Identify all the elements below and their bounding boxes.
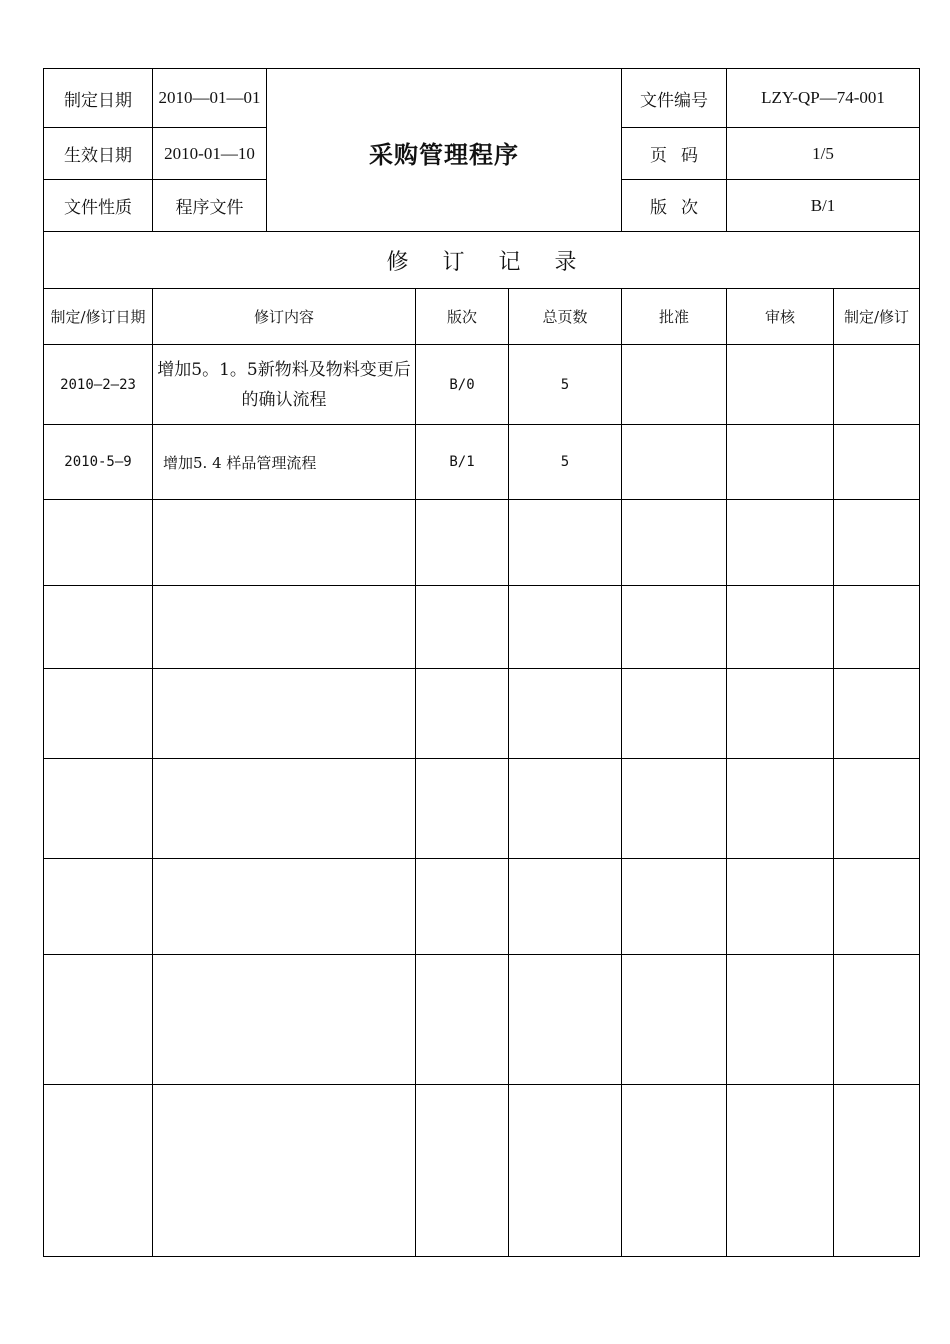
column-header-date: 制定/修订日期 (44, 289, 153, 345)
version-label: 版次 (622, 180, 727, 232)
row-date: 2010—2—23 (44, 345, 153, 425)
empty-row (44, 669, 920, 759)
document-header-table (43, 68, 920, 232)
effective-date-label: 生效日期 (44, 128, 153, 180)
page-value: 1/5 (727, 128, 920, 180)
row-content: 增加5。1。5新物料及物料变更后的确认流程 (153, 345, 416, 425)
column-header-version: 版次 (416, 289, 509, 345)
empty-row (44, 500, 920, 586)
empty-row (44, 955, 920, 1085)
version-value: B/1 (727, 180, 920, 232)
row-version: B/1 (416, 425, 509, 500)
row-approve (622, 345, 727, 425)
column-header-author: 制定/修订 (834, 289, 920, 345)
doc-no-value: LZY-QP—74-001 (727, 69, 920, 128)
row-content: 增加5. 4 样品管理流程 (153, 425, 416, 500)
row-review (727, 345, 834, 425)
row-approve (622, 425, 727, 500)
issue-date-label: 制定日期 (44, 69, 153, 128)
row-date: 2010-5—9 (44, 425, 153, 500)
row-author (834, 345, 920, 425)
column-header-approve: 批准 (622, 289, 727, 345)
column-header-review: 审核 (727, 289, 834, 345)
doc-no-label: 文件编号 (622, 69, 727, 128)
empty-row (44, 586, 920, 669)
row-author (834, 425, 920, 500)
row-pages: 5 (509, 345, 622, 425)
effective-date-value: 2010-01—10 (153, 128, 267, 180)
doc-type-value: 程序文件 (153, 180, 267, 232)
row-pages: 5 (509, 425, 622, 500)
empty-row (44, 759, 920, 859)
column-header-content: 修订内容 (153, 289, 416, 345)
page-label: 页码 (622, 128, 727, 180)
issue-date-value: 2010—01—01 (153, 69, 267, 128)
doc-type-label: 文件性质 (44, 180, 153, 232)
column-header-pages: 总页数 (509, 289, 622, 345)
revision-record-table (43, 231, 920, 1257)
table-row (44, 345, 920, 425)
document-title: 采购管理程序 (267, 69, 622, 232)
revision-section-title: 修订记录 (44, 232, 920, 289)
table-row (44, 425, 920, 500)
empty-row (44, 1085, 920, 1257)
row-review (727, 425, 834, 500)
empty-row (44, 859, 920, 955)
row-version: B/0 (416, 345, 509, 425)
